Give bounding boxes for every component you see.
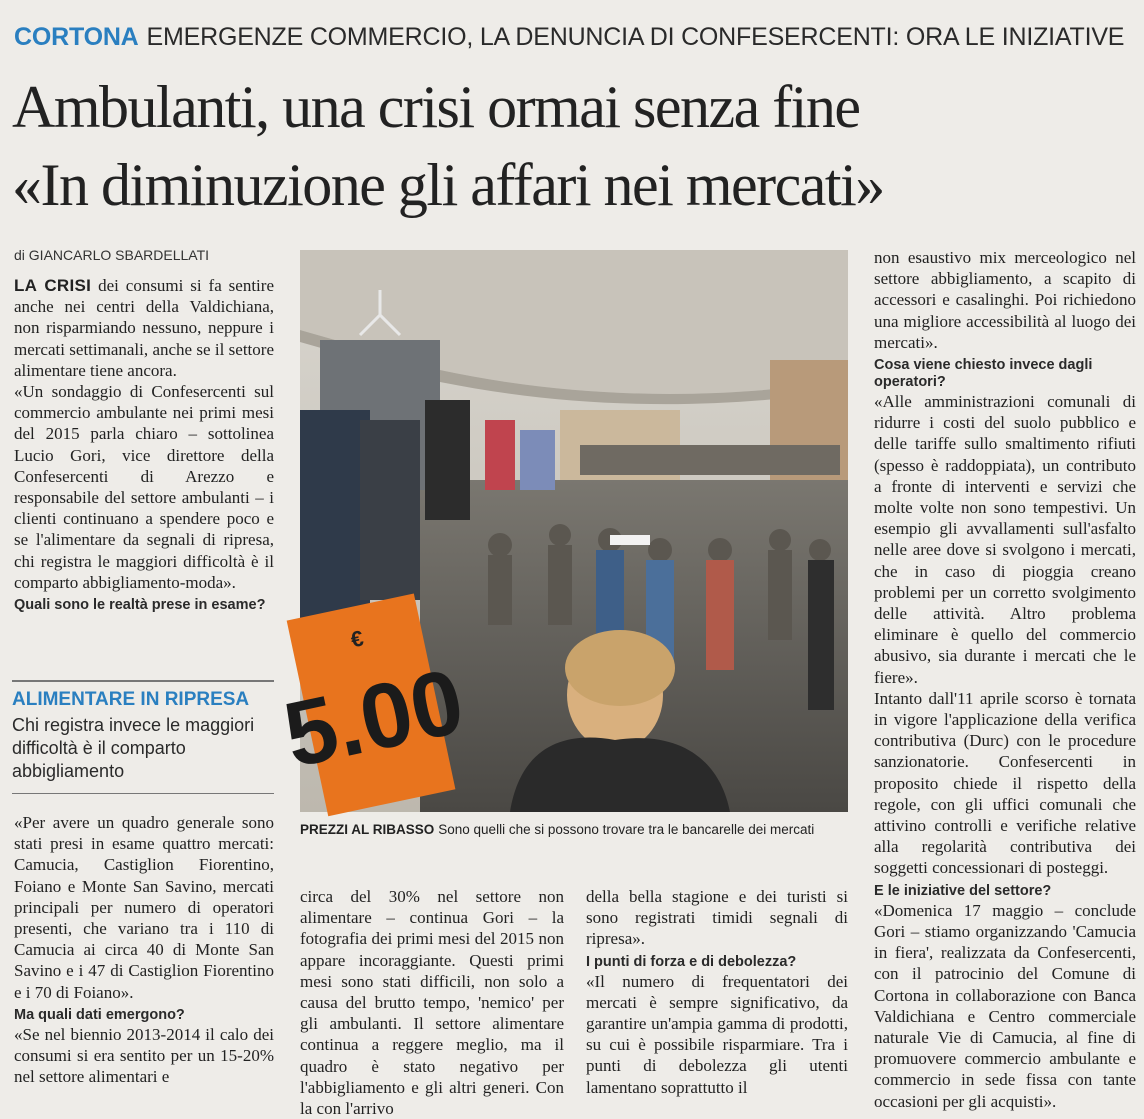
interview-question: Quali sono le realtà prese in esame?: [14, 597, 266, 614]
paragraph: «Se nel biennio 2013-2014 il calo dei consumi si era sentito per un 15-20% nel settore alimentari e: [14, 1024, 274, 1087]
lead-text: dei consumi si fa sentire anche nei centri della Valdichiana, non risparmiando nessuno, neppure i mercati settimanali, anche se il settore alimentare tiene ancora.: [14, 276, 274, 380]
column-4: [874, 247, 1136, 1112]
kicker-location: CORTONA: [14, 23, 139, 51]
photo-caption: [300, 821, 848, 839]
paragraph: Intanto dall'11 aprile scorso è tornata in vigore l'applicazione della verifica contributiva (Durc) con le procedure sanzionatorie. Confesercenti in proposito chiede il rispetto della regole, con gli uffici comunali che attivino controlli e verifiche relative alla regolarità contributiva dei soggetti concessionari di posteggi.: [874, 688, 1136, 878]
column-2: [300, 886, 564, 1119]
paragraph: «Alle amministrazioni comunali di ridurre i costi del suolo pubblico e delle tariffe sullo smaltimento rifiuti (spesso è raddoppiata), un contributo a fronte di interventi e servizi che molte volte non sono tempestivi. Un esempio gli avvallamenti sull'asfalto nelle aree dove si svolgono i mercati, che in caso di pioggia creano problemi per un corretto svolgimento delle attività. Altro problema eliminare è quello del commercio abusivo, sia durante i mercati che le fiere».: [874, 392, 1136, 687]
headline-line-2: «In diminuzione gli affari nei mercati»: [12, 152, 884, 218]
byline: di GIANCARLO SBARDELLATI: [14, 247, 210, 263]
euro-symbol: €: [348, 625, 366, 653]
price-sign: 5.00: [275, 650, 473, 788]
column-1-continued: [14, 812, 274, 1087]
kicker: [14, 22, 1139, 52]
paragraph: «Per avere un quadro generale sono stati presi in esame quattro mercati: Camucia, Castiglion Fiorentino, Foiano e Monte San Savino, mercati principali per numero di operatori presenti, che variano tra i 110 di Camucia ai circa 40 di Monte San Savino e i 47 di Castiglion Fiorentino e i 70 di Foiano».: [14, 813, 274, 1002]
paragraph: della bella stagione e dei turisti si sono registrati timidi segnali di ripresa».: [586, 887, 848, 949]
headline: [12, 68, 1142, 224]
market-scene-image: [275, 250, 848, 812]
interview-question: I punti di forza e di debolezza?: [586, 953, 797, 970]
lead-paragraph: [14, 275, 274, 381]
highlight-box: [12, 680, 274, 794]
market-photo: [275, 250, 848, 812]
column-1: [14, 275, 274, 614]
interview-question: Ma quali dati emergono?: [14, 1006, 185, 1023]
paragraph: «Il numero di frequentatori dei mercati è sempre significativo, da garantire un'ampia gamma di prodotti, su cui è possibile risparmiare. Tra i punti di debolezza gli utenti lamentano soprattutto il: [586, 971, 848, 1097]
headline-line-1: Ambulanti, una crisi ormai senza fine: [12, 74, 860, 140]
paragraph: non esaustivo mix merceologico nel settore abbigliamento, a scapito di accessori e casalinghi. Poi richiedono una migliore accessibilità al luogo dei mercati».: [874, 248, 1136, 352]
paragraph: circa del 30% nel settore non alimentare – continua Gori – la fotografia dei primi mesi del 2015 non appare incoraggiante. Questi primi mesi sono stati difficili, non solo a causa del brutto tempo, 'nemico' per gli ambulanti. Il settore alimentare continua a reggere meglio, ma il quadro è stato negativo per l'abbigliamento e gli altri generi. Con la con l'arrivo: [300, 887, 564, 1119]
kicker-text: EMERGENZE COMMERCIO, LA DENUNCIA DI CONFESERCENTI: ORA LE INIZIATIVE: [146, 23, 1125, 51]
highlight-title: ALIMENTARE IN RIPRESA: [12, 689, 250, 710]
paragraph: «Un sondaggio di Confesercenti sul commercio ambulante nei primi mesi del 2015 parla chiaro – sottolinea Lucio Gori, vice direttore della Confesercenti di Arezzo e responsabile del settore ambulanti – i clienti continuano a spendere poco e se l'alimentare da segnali di ripresa, chi registra le maggiori difficoltà è il comparto abbigliamento-moda».: [14, 382, 274, 592]
interview-question: Cosa viene chiesto invece dagli operatori?: [874, 357, 1093, 391]
paragraph: «Domenica 17 maggio – conclude Gori – stiamo organizzando 'Camucia in fiera', realizzata da Confesercenti, con il patrocinio del Comune di Cortona in collaborazione con Banca Valdichiana e Centro commerciale naturale Vie di Camucia, al fine di promuovere commercio ambulante e commercio in sede fissa con tante occasioni per gli acquisti».: [874, 900, 1136, 1111]
caption-text: Sono quelli che si possono trovare tra le bancarelle dei mercati: [438, 822, 815, 837]
lead-word: LA CRISI: [14, 276, 92, 295]
caption-title: PREZZI AL RIBASSO: [300, 822, 435, 837]
column-3: [586, 886, 848, 1098]
interview-question: E le iniziative del settore?: [874, 882, 1052, 899]
highlight-subtitle: Chi registra invece le maggiori difficoltà è il comparto abbigliamento: [12, 715, 255, 781]
